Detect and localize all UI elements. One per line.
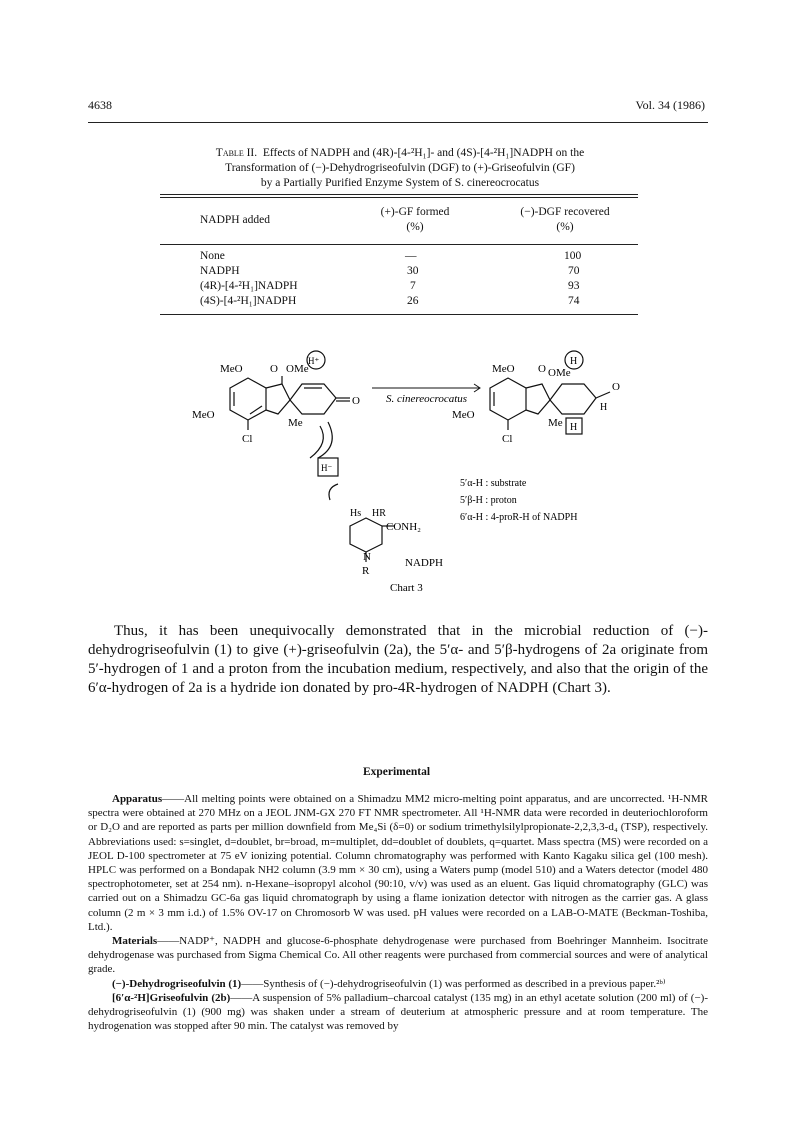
nadph-label: NADPH bbox=[405, 557, 443, 569]
table-caption-line2: Transformation of (−)-Dehydrogriseofulvin (DGF) to (+)-Griseofulvin (GF) bbox=[225, 162, 575, 174]
col-dgf-recovered: (−)-DGF recovered (%) bbox=[520, 206, 610, 233]
chart-caption: Chart 3 bbox=[390, 582, 423, 594]
legend-1: 5′α-H : substrate bbox=[460, 478, 527, 489]
dgf-paragraph: (−)-Dehydrogriseofulvin (1)——Synthesis of (−)-dehydrogriseofulvin (1) was performed as described in a previous paper.²ᵇ⁾ bbox=[112, 977, 666, 990]
meo-top: MeO bbox=[220, 363, 243, 375]
arrow-label: S. cinereocrocatus bbox=[386, 393, 468, 405]
hminus-label: H⁻ bbox=[321, 463, 333, 473]
experimental-body bbox=[88, 792, 708, 1033]
ome-label: OMe bbox=[286, 363, 309, 375]
chart3-scheme bbox=[190, 348, 650, 598]
table-row: None — 100 bbox=[200, 250, 582, 262]
table-row: (4R)-[4-²H₁]NADPH 7 93 bbox=[200, 280, 580, 292]
table-top-rule bbox=[160, 194, 638, 195]
o-carbonyl-2: O bbox=[538, 363, 546, 375]
summary-paragraph: Thus, it has been unequivocally demonstrated that in the microbial reduction of (−)-dehydrogriseofulvin (1) to give (+)-griseofulvin (2a), the 5′α- and 5′β-hydrogens of 2a originate from 5′-hydrogen of 1 and a proton from the incubation medium, respectively, and also that the origin of the 6′α-hydrogen of 2a is a hydride ion donated by pro-4R-hydrogen of NADPH (Chart 3). bbox=[88, 623, 708, 696]
table-label: Table II. bbox=[215, 147, 258, 159]
h-box-label: H bbox=[570, 422, 578, 433]
header-rule bbox=[88, 122, 708, 123]
h-circle-label: H bbox=[570, 356, 578, 367]
table-caption-line3: by a Partially Purified Enzyme System of S. cinereocrocatus bbox=[260, 177, 540, 189]
table-row: (4S)-[4-²H₁]NADPH 26 74 bbox=[200, 295, 580, 307]
nadph-ring bbox=[329, 484, 394, 562]
hplus-label: H⁺ bbox=[308, 356, 320, 366]
n-label: N bbox=[363, 551, 371, 563]
cl-label-2: Cl bbox=[502, 433, 513, 445]
col-gf-formed: (+)-GF formed (%) bbox=[380, 206, 450, 233]
page-number: 4638 bbox=[88, 98, 112, 112]
col-nadph-added: NADPH added bbox=[200, 214, 270, 226]
cl-label: Cl bbox=[242, 433, 253, 445]
table-row: NADPH 30 70 bbox=[200, 265, 580, 277]
meo-left-2: MeO bbox=[452, 409, 475, 421]
apparatus-paragraph: Apparatus——All melting points were obtained on a Shimadzu MM2 micro-melting point apparatus, and are uncorrected. ¹H-NMR spectra were obtained at 270 MHz on a JEOL JNM-GX 270 FT NMR spectrometer. All ¹H-NMR data were recorded in deuteriochloroform or D₂O and are reported as parts per million downfield from Me₄Si (δ=0) or sodium trimethylsilylpropionate-2,2,3,3-d₄ (TSP), respectively. Abbreviations used: s=singlet, d=doublet, br=broad, m=multiplet, dd=doublet of doublets, q=quartet. Mass spectra (MS) were recorded on a JEOL D-100 spectrometer at 75 eV ionizing potential. Column chromatography was performed with Kanto Kagaku silica gel (100 mesh). HPLC was performed on a Bondapak NH2 column (3.9 mm × 30 cm), using a Waters pump (model 510) and a Waters detector (model 480 spectrophotometer, set at 254 nm). n-Hexane–isopropyl alcohol (90:10, v/v) was used as an eluent. Gas liquid chromatography (GLC) was carried out on a Shimadzu GC-6a gas liquid chromatograph by using a flame ionization detector with nitrogen as the carrier gas. A glass column (2 m × 3 mm i.d.) of 1.5% OV-17 on Chromosorb W was used. pH values were recorded on a LAB-O-MATE (Beckman-Toshiba, Ltd.). bbox=[88, 793, 708, 933]
legend-3: 6′α-H : 4-proR-H of NADPH bbox=[460, 512, 578, 523]
ome-label-2: OMe bbox=[548, 367, 571, 379]
table-caption bbox=[150, 146, 650, 191]
experimental-heading: Experimental bbox=[362, 766, 431, 778]
legend-2: 5′β-H : proton bbox=[460, 495, 517, 506]
table-bottom-rule bbox=[160, 314, 638, 315]
materials-paragraph: Materials——NADP⁺, NADPH and glucose-6-phosphate dehydrogenase were purchased from Boehringer Mannheim. Isocitrate dehydrogenase was purchased from Sigma Chemical Co. All other reagents were purchased from commercial sources and were of analytical grade. bbox=[88, 935, 708, 976]
r-label: R bbox=[362, 565, 370, 577]
conh2-label: CONH₂ bbox=[386, 521, 422, 533]
table-caption-line1: Effects of NADPH and (4R)-[4-²H₁]- and (4S)-[4-²H₁]NADPH on the bbox=[262, 147, 585, 159]
o-ketone: O bbox=[612, 381, 620, 393]
me-label-2: Me bbox=[548, 417, 563, 429]
h-label-plain: H bbox=[600, 402, 608, 413]
meo-top-2: MeO bbox=[492, 363, 515, 375]
meo-left: MeO bbox=[192, 409, 215, 421]
hs-label: Hs bbox=[350, 508, 362, 519]
o-dienone: O bbox=[352, 395, 360, 407]
me-label: Me bbox=[288, 417, 303, 429]
table-mid-rule bbox=[160, 244, 638, 245]
o-carbonyl: O bbox=[270, 363, 278, 375]
gf-paragraph: [6′α-²H]Griseofulvin (2b)——A suspension of 5% palladium–charcoal catalyst (135 mg) in an ethyl acetate solution (200 ml) of (−)-dehydrogriseofulvin (1) (900 mg) was shaken under a stream of deuterium at atmospheric pressure and at room temperature. The hydrogenation was stopped after 90 min. The catalyst was removed by bbox=[88, 991, 708, 1033]
hr-label: HR bbox=[372, 508, 386, 519]
table-top-rule-2 bbox=[160, 197, 638, 198]
volume-info: Vol. 34 (1986) bbox=[635, 98, 705, 112]
